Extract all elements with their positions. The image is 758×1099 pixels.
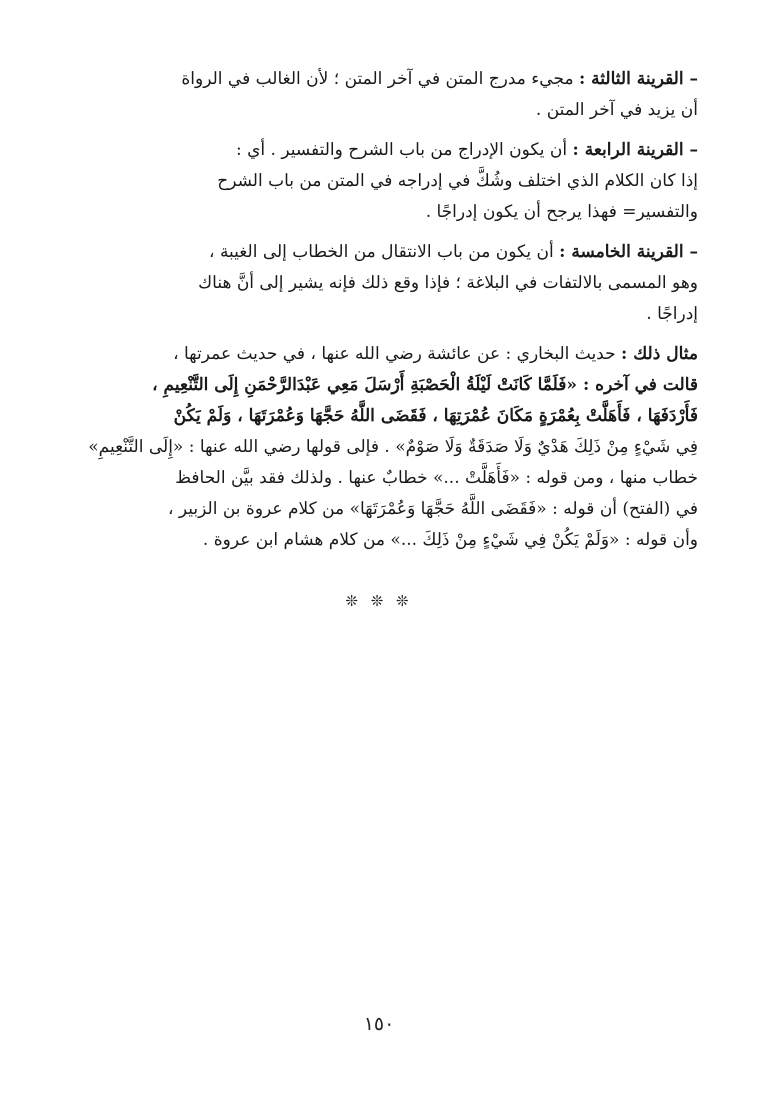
text-line: خطاب منها ، ومن قوله : «فَأَهَلَّتْ ...» خطابٌ عنها . ولذلك فقد بيَّن الحافظ bbox=[175, 468, 698, 488]
paragraph-third-indicator bbox=[66, 64, 698, 126]
hadith-quote-line: فَأَرْدَفَهَا ، فَأَهَلَّتْ بِعُمْرَةٍ مَكَانَ عُمْرَتِهَا ، فَقَضَى اللَّهُ حَجَّهَا وَعُمْرَتَهَا ، وَلَمْ يَكُنْ bbox=[173, 406, 698, 426]
text-line: في (الفتح) أن قوله : «فَقَضَى اللَّهُ حَجَّهَا وَعُمْرَتَهَا» من كلام عروة بن الزبير ، bbox=[168, 499, 698, 519]
text-line: والتفسير= فهذا يرجح أن يكون إدراجًا . bbox=[425, 202, 698, 222]
text-line: أن يكون الإدراج من باب الشرح والتفسير . أي : bbox=[235, 140, 568, 160]
text-line: إدراجًا . bbox=[646, 304, 698, 324]
hadith-quote-line: قالت في آخره : «فَلَمَّا كَانَتْ لَيْلَةُ الْحَصْبَةِ أَرْسَلَ مَعِي عَبْدَالرَّحْمَنِ إِلَى التَّنْعِيمِ ، bbox=[152, 375, 698, 395]
text-line: أن يكون من باب الانتقال من الخطاب إلى الغيبة ، bbox=[209, 242, 554, 262]
section-separator: ❊ ❊ ❊ bbox=[345, 592, 413, 610]
paragraph-example bbox=[66, 339, 698, 556]
heading-example: مثال ذلك : bbox=[621, 344, 698, 364]
heading-fourth-indicator: – القرينة الرابعة : bbox=[572, 140, 698, 160]
paragraph-fifth-indicator bbox=[66, 237, 698, 330]
text-line: وهو المسمى بالالتفات في البلاغة ؛ فإذا وقع ذلك فإنه يشير إلى أنَّ هناك bbox=[198, 273, 698, 293]
text-line: إذا كان الكلام الذي اختلف وشُكَّ في إدراجه في المتن من باب الشرح bbox=[217, 171, 698, 191]
heading-third-indicator: – القرينة الثالثة : bbox=[578, 69, 698, 89]
text-line: أن يزيد في آخر المتن . bbox=[535, 100, 698, 120]
paragraph-fourth-indicator bbox=[66, 135, 698, 228]
heading-fifth-indicator: – القرينة الخامسة : bbox=[559, 242, 698, 262]
text-line: وأن قوله : «وَلَمْ يَكُنْ فِي شَيْءٍ مِنْ ذَلِكَ ...» من كلام هشام ابن عروة . bbox=[202, 530, 698, 550]
page-number: ١٥٠ bbox=[363, 1013, 395, 1035]
text-line: حديث البخاري : عن عائشة رضي الله عنها ، في حديث عمرتها ، bbox=[173, 344, 616, 364]
text-line: فِي شَيْءٍ مِنْ ذَلِكَ هَدْيٌ وَلَا صَدَقَةٌ وَلَا صَوْمٌ» . فإلى قولها رضي الله عنها : «إِلَى التَّنْعِيمِ» bbox=[88, 437, 698, 457]
page-body bbox=[66, 64, 698, 565]
text-line: مجيء مدرج المتن في آخر المتن ؛ لأن الغالب في الرواة bbox=[181, 69, 574, 89]
